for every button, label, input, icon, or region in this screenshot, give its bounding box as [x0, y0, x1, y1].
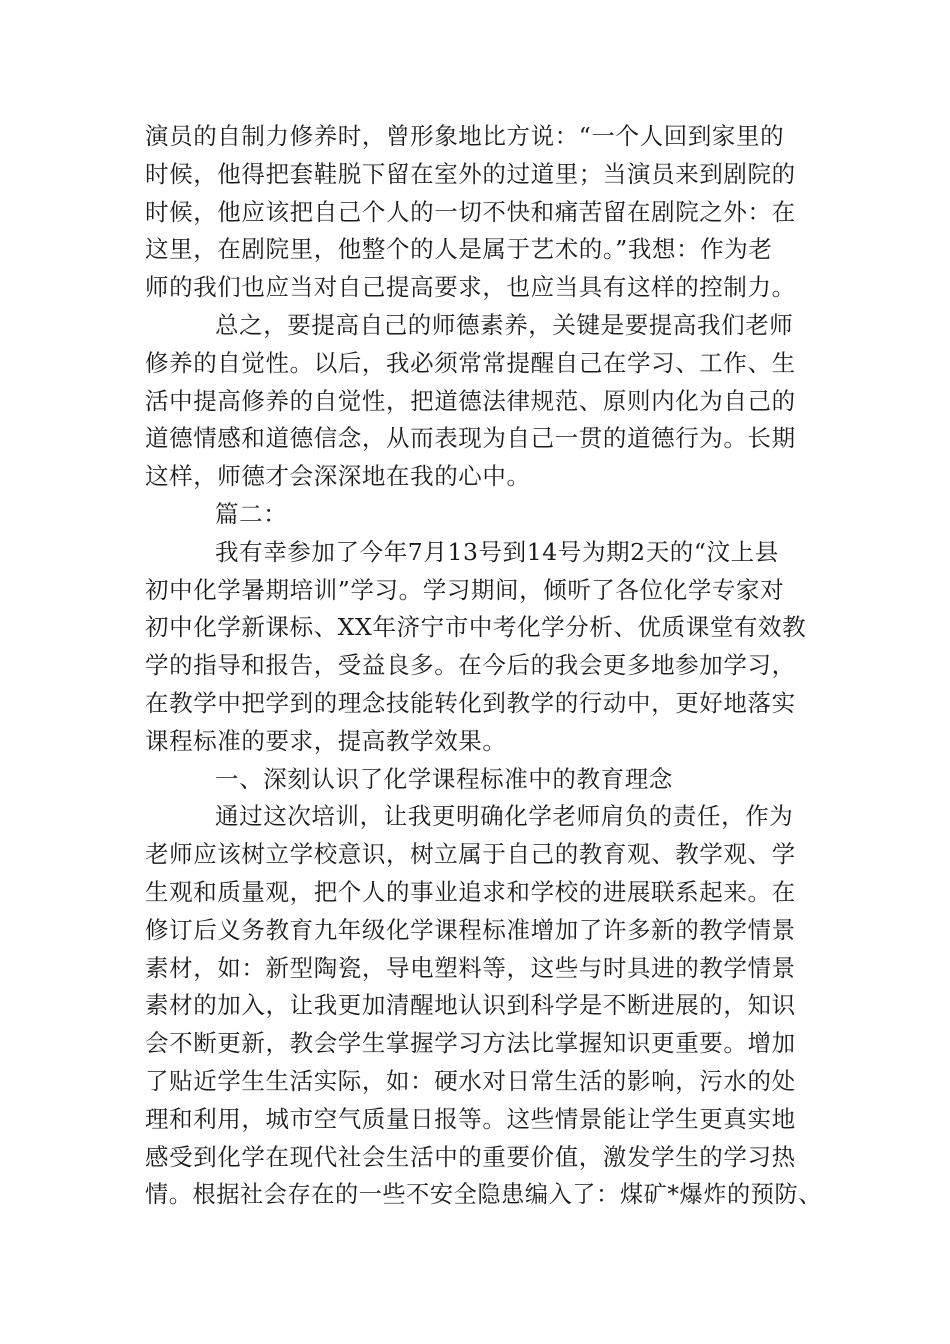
document-body — [145, 118, 825, 1214]
text-line: 情。根据社会存在的一些不安全隐患编入了：煤矿*爆炸的预防、 — [145, 1180, 822, 1209]
text-line: 学的指导和报告，受益良多。在今后的我会更多地参加学习， — [145, 651, 796, 680]
text-line: 这里，在剧院里，他整个的人是属于艺术的。”我想：作为老 — [145, 235, 773, 264]
text-line: 了贴近学生生活实际，如：硬水对日常生活的影响，污水的处 — [145, 1066, 796, 1095]
text-line: 课程标准的要求，提高教学效果。 — [145, 726, 507, 755]
text-line: 总之，要提高自己的师德素养，关键是要提高我们老师 — [215, 310, 794, 339]
text-line: 演员的自制力修养时，曾形象地比方说：“一个人回到家里的 — [145, 122, 785, 150]
text-line: 初中化学暑期培训”学习。学习期间，倾听了各位化学专家对 — [145, 575, 785, 604]
text-line: 修订后义务教育九年级化学课程标准增加了许多新的教学情景 — [145, 915, 796, 944]
text-line: 感受到化学在现代社会生活中的重要价值，激发学生的学习热 — [145, 1142, 796, 1171]
text-line: 会不断更新，教会学生掌握学习方法比掌握知识更重要。增加 — [145, 1029, 796, 1058]
text-line: 在教学中把学到的理念技能转化到教学的行动中，更好地落实 — [145, 688, 796, 717]
text-line: 篇二： — [215, 499, 288, 528]
text-line: 时候，他应该把自己个人的一切不快和痛苦留在剧院之外：在 — [145, 197, 796, 226]
text-line: 时候，他得把套鞋脱下留在室外的过道里；当演员来到剧院的 — [145, 159, 796, 188]
text-line: 修养的自觉性。以后，我必须常常提醒自己在学习、工作、生 — [145, 348, 796, 377]
text-line: 老师应该树立学校意识，树立属于自己的教育观、教学观、学 — [145, 840, 796, 869]
text-line: 通过这次培训，让我更明确化学老师肩负的责任，作为 — [215, 802, 794, 831]
text-line: 活中提高修养的自觉性，把道德法律规范、原则内化为自己的 — [145, 386, 796, 415]
text-line: 生观和质量观，把个人的事业追求和学校的进展联系起来。在 — [145, 877, 796, 906]
text-line: 初中化学新课标、XX年济宁市中考化学分析、优质课堂有效教 — [145, 613, 807, 642]
text-line: 一、深刻认识了化学课程标准中的教育理念 — [215, 764, 673, 793]
text-line: 素材，如：新型陶瓷，导电塑料等，这些与时具进的教学情景 — [145, 953, 796, 982]
text-line: 师的我们也应当对自己提高要求，也应当具有这样的控制力。 — [145, 273, 796, 302]
text-line: 我有幸参加了今年7月13号到14号为期2天的“汶上县 — [215, 537, 779, 566]
text-line: 素材的加入，让我更加清醒地认识到科学是不断进展的，知识 — [145, 991, 796, 1020]
text-line: 道德情感和道德信念，从而表现为自己一贯的道德行为。长期 — [145, 424, 796, 453]
text-line: 理和利用，城市空气质量日报等。这些情景能让学生更真实地 — [145, 1104, 796, 1133]
text-line: 这样，师德才会深深地在我的心中。 — [145, 462, 531, 491]
